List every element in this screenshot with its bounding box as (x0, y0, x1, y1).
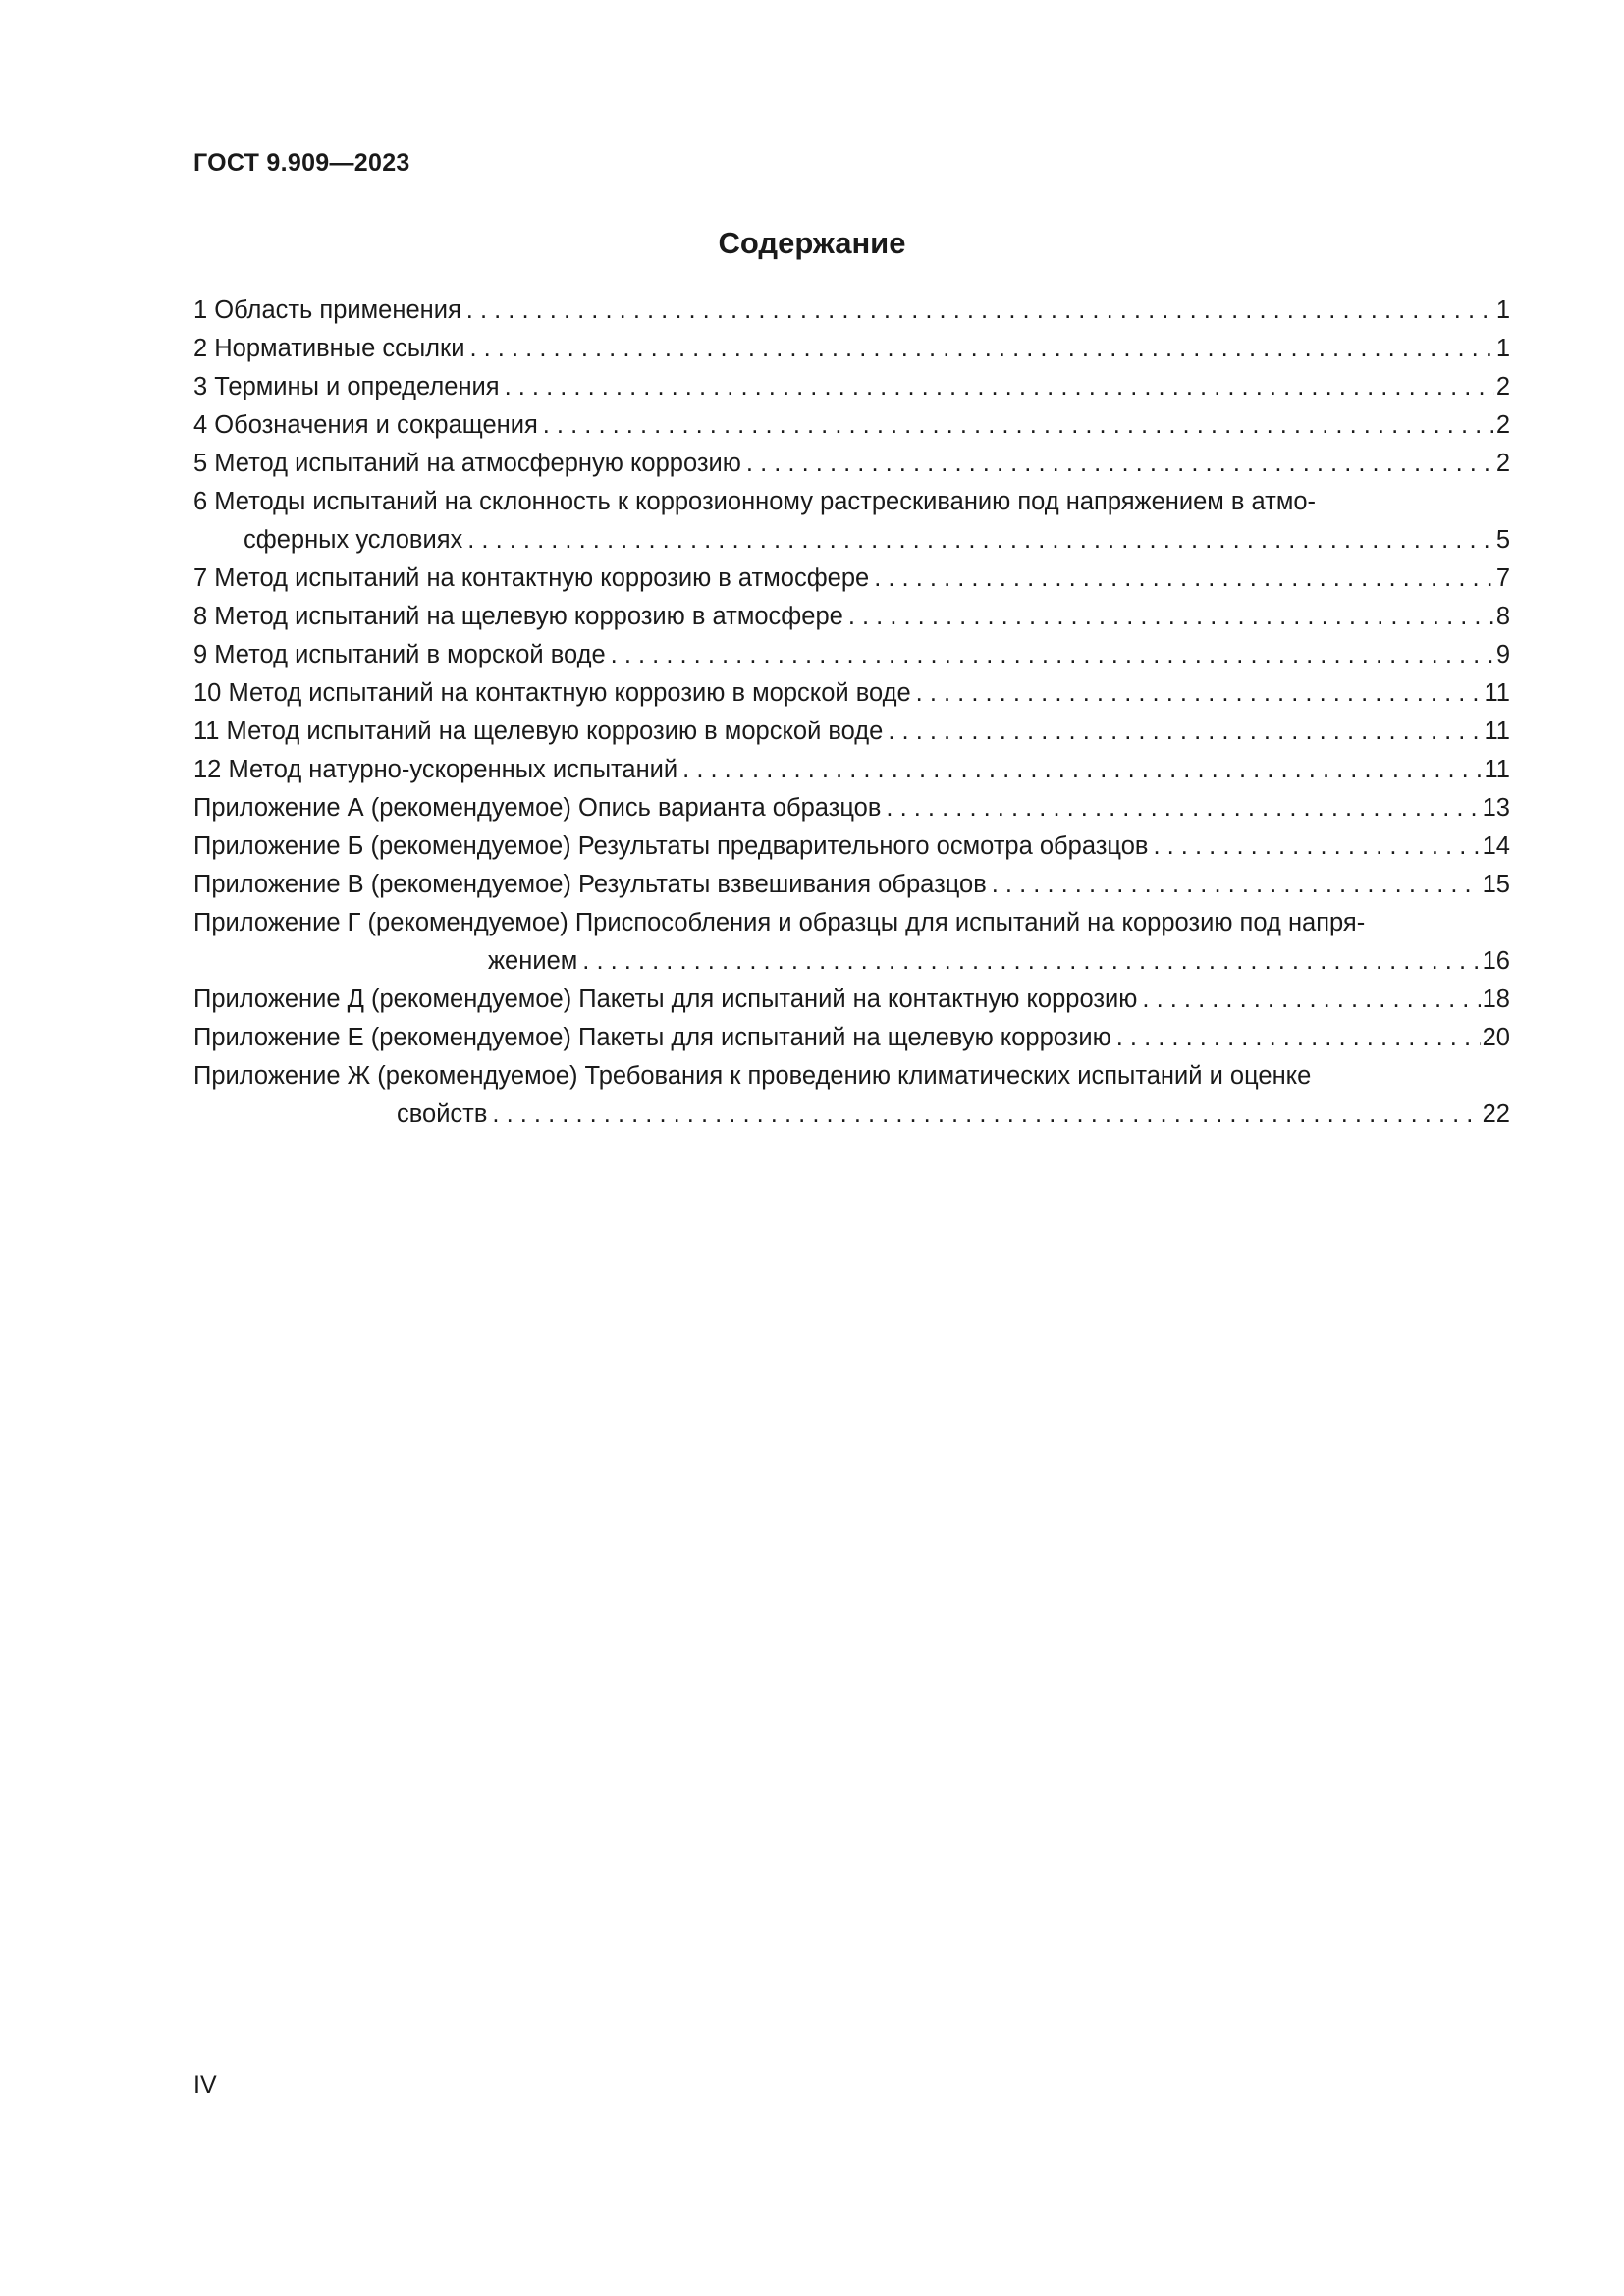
toc-entry-page: 13 (1482, 794, 1510, 822)
toc-leader-dots (492, 1095, 1480, 1134)
toc-leader-dots (874, 560, 1494, 598)
toc-leader-dots (467, 521, 1494, 560)
toc-leader-dots (505, 368, 1494, 406)
toc-leader-dots (1153, 828, 1480, 866)
toc-entry[interactable] (193, 1057, 1510, 1095)
toc-entry-page: 22 (1482, 1100, 1510, 1128)
toc-entry-label: 5 Метод испытаний на атмосферную коррозию (193, 450, 741, 477)
toc-entry-page: 8 (1495, 603, 1510, 630)
toc-entry-page: 20 (1482, 1024, 1510, 1051)
toc-leader-dots (682, 751, 1482, 789)
toc-entry-page: 11 (1484, 756, 1510, 783)
toc-entry-page: 15 (1482, 871, 1510, 898)
toc-leader-dots (1142, 981, 1480, 1019)
toc-entry-label: 9 Метод испытаний в морской воде (193, 641, 606, 668)
toc-leader-dots (611, 636, 1494, 674)
toc-entry[interactable] (193, 981, 1510, 1019)
toc-entry-page: 5 (1495, 526, 1510, 554)
page-number: IV (193, 2071, 217, 2099)
toc-entry-page: 1 (1495, 335, 1510, 362)
toc-entry-label-continuation: сферных условиях (244, 526, 463, 554)
toc-leader-dots (746, 445, 1494, 483)
toc-leader-dots (888, 713, 1482, 751)
toc-leader-dots (848, 598, 1494, 636)
toc-entry[interactable] (193, 483, 1510, 521)
toc-entry[interactable] (193, 445, 1510, 483)
toc-entry-label: Приложение Е (рекомендуемое) Пакеты для испытаний на щелевую коррозию (193, 1024, 1111, 1051)
toc-leader-dots (543, 406, 1494, 445)
toc-entry-label: Приложение Д (рекомендуемое) Пакеты для испытаний на контактную коррозию (193, 986, 1138, 1013)
toc-entry[interactable] (193, 713, 1510, 751)
toc-entry[interactable] (193, 368, 1510, 406)
toc-entry-page: 1 (1495, 296, 1510, 324)
toc-entry-page: 2 (1495, 411, 1510, 439)
toc-entry-label: 2 Нормативные ссылки (193, 335, 465, 362)
toc-entry-label: 11 Метод испытаний на щелевую коррозию в морской воде (193, 718, 884, 745)
toc-entry[interactable] (193, 330, 1510, 368)
toc-title: Содержание (718, 226, 906, 260)
toc-leader-dots (466, 292, 1494, 330)
toc-entry-page: 9 (1495, 641, 1510, 668)
toc-entry-label: 3 Термины и определения (193, 373, 500, 400)
toc-leader-dots (916, 674, 1483, 713)
toc-entry-label-continuation: жением (488, 947, 578, 975)
toc-entry-page: 2 (1495, 373, 1510, 400)
toc-entry-page: 18 (1482, 986, 1510, 1013)
toc-leader-dots (992, 866, 1481, 904)
toc-entry-label: 12 Метод натурно-ускоренных испытаний (193, 756, 678, 783)
toc-entry[interactable] (193, 636, 1510, 674)
toc-entry[interactable] (193, 1019, 1510, 1057)
toc-entry[interactable] (193, 828, 1510, 866)
toc-entry-label: Приложение Б (рекомендуемое) Результаты предварительного осмотра образцов (193, 832, 1149, 860)
toc-entry-label: 8 Метод испытаний на щелевую коррозию в атмосфере (193, 603, 843, 630)
document-code: ГОСТ 9.909—2023 (193, 149, 410, 177)
toc-entry[interactable] (193, 406, 1510, 445)
toc-entry[interactable] (193, 751, 1510, 789)
toc-entry-label: 10 Метод испытаний на контактную коррозию в морской воде (193, 679, 911, 707)
toc-entry-page: 7 (1495, 564, 1510, 592)
toc-entry-continuation[interactable] (193, 942, 1510, 981)
toc-entry-label: 6 Методы испытаний на склонность к коррозионному растрескиванию под напряжением в атмо- (193, 488, 1317, 515)
table-of-contents (193, 292, 1510, 1134)
toc-entry[interactable] (193, 674, 1510, 713)
toc-entry-page: 16 (1482, 947, 1510, 975)
toc-entry-label: Приложение В (рекомендуемое) Результаты взвешивания образцов (193, 871, 987, 898)
toc-entry[interactable] (193, 292, 1510, 330)
toc-leader-dots (582, 942, 1480, 981)
toc-entry-label: Приложение А (рекомендуемое) Опись варианта образцов (193, 794, 882, 822)
toc-entry-page: 14 (1482, 832, 1510, 860)
toc-entry[interactable] (193, 904, 1510, 942)
toc-entry-label: 1 Область применения (193, 296, 461, 324)
toc-entry-continuation[interactable] (193, 521, 1510, 560)
toc-leader-dots (886, 789, 1480, 828)
toc-entry-label: 4 Обозначения и сокращения (193, 411, 538, 439)
toc-entry-label: Приложение Ж (рекомендуемое) Требования к проведению климатических испытаний и оценке (193, 1062, 1312, 1090)
toc-entry[interactable] (193, 598, 1510, 636)
toc-entry-label-continuation: свойств (397, 1100, 488, 1128)
toc-entry-page: 2 (1495, 450, 1510, 477)
toc-entry-label: Приложение Г (рекомендуемое) Приспособления и образцы для испытаний на коррозию под напря- (193, 909, 1366, 936)
toc-entry[interactable] (193, 560, 1510, 598)
toc-entry-continuation[interactable] (193, 1095, 1510, 1134)
toc-entry-label: 7 Метод испытаний на контактную коррозию в атмосфере (193, 564, 870, 592)
toc-entry[interactable] (193, 789, 1510, 828)
toc-entry-page: 11 (1484, 679, 1510, 707)
toc-leader-dots (1116, 1019, 1481, 1057)
toc-leader-dots (469, 330, 1493, 368)
toc-entry-page: 11 (1484, 718, 1510, 745)
toc-entry[interactable] (193, 866, 1510, 904)
